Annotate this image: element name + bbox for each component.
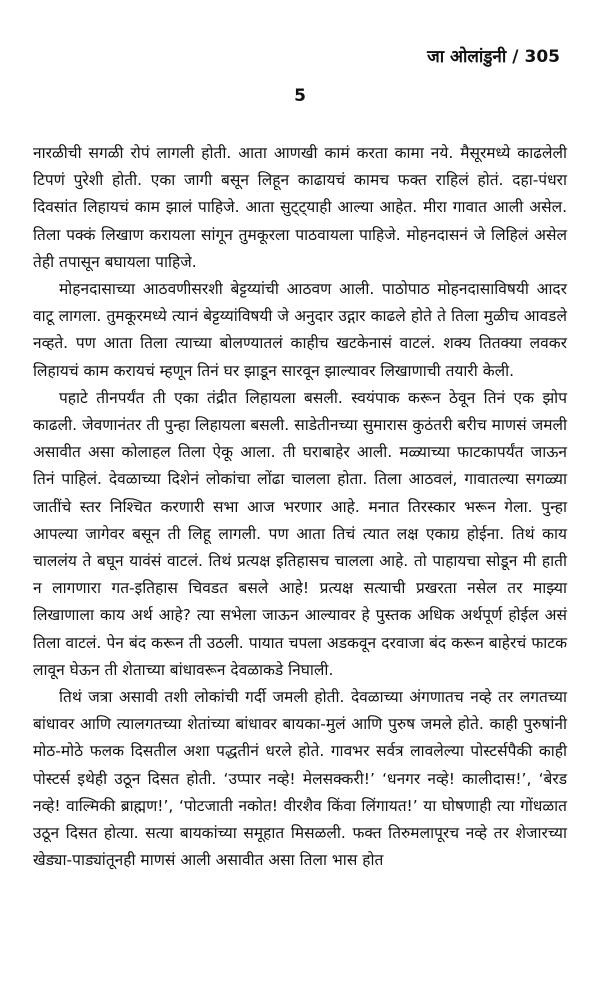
book-title: जा ओलांडुनी <box>427 47 507 67</box>
header-separator: / <box>512 47 519 67</box>
paragraph: पहाटे तीनपर्यंत ती एका तंद्रीत लिहायला बसली. स्वयंपाक करून ठेवून तिनं एक झोप काढली. जेवणानंतर ती पुन्हा लिहायला बसली. साडेतीनच्या सुमारास कुठंतरी बरीच माणसं जमली असावीत असा कोलाहल तिला ऐकू आला. ती घराबाहेर आली. मळ्याच्या फाटकापर्यंत जाऊन तिनं पाहिलं. देवळाच्या दिशेनं लोकांचा लोंढा चालला होता. तिला आठवलं, गावातल्या सगळ्या जातींचे स्तर निश्चित करणारी सभा आज भरणार आहे. मनात तिरस्कार भरून गेला. पुन्हा आपल्या जागेवर बसून ती लिहू लागली. पण आता तिचं त्यात लक्ष एकाग्र होईना. तिथं काय चाललंय ते बघून यावंसं वाटलं. तिथं प्रत्यक्ष इतिहासच चालला आहे. तो पाहायचा सोडून मी हाती न लागणारा गत-इतिहास चिवडत बसले आहे! प्रत्यक्ष सत्याची प्रखरता नसेल तर माझ्या लिखाणाला काय अर्थ आहे? त्या सभेला जाऊन आल्यावर हे पुस्तक अधिक अर्थपूर्ण होईल असं तिला वाटलं. पेन बंद करून ती उठली. पायात चपला अडकवून दरवाजा बंद करून बाहेरचं फाटक लावून घेऊन ती शेताच्या बांधावरून देवळाकडे निघाली. <box>33 388 567 679</box>
paragraph: तिथं जत्रा असावी तशी लोकांची गर्दी जमली होती. देवळाच्या अंगणातच नव्हे तर लगतच्या बांधावर आणि त्यालगतच्या शेतांच्या बांधावर बायका-मुलं आणि पुरुष जमले होते. काही पुरुषांनी मोठ-मोठे फलक दिसतील अशा पद्धतीनं धरले होते. गावभर सर्वत्र लावलेल्या पोस्टर्सपैकी काही पोस्टर्स इथेही उठून दिसत होती. ‘उप्पार नव्हे! मेलसक्करी!’ ‘धनगर नव्हे! कालीदास!’, ‘बेरड नव्हे! वाल्मिकी ब्राह्मण!’, ‘पोटजाती नकोत! वीरशैव किंवा लिंगायत!’ या घोषणाही त्या गोंधळात उठून दिसत होत्या. सत्या बायकांच्या समूहात मिसळली. फक्त तिरुमलापूरच नव्हे तर शेजारच्या खेड्या-पाड्यांतूनही माणसं आली असावीत असा तिला भास होत <box>33 688 567 870</box>
page-number: 305 <box>524 47 560 67</box>
paragraph: नारळीची सगळी रोपं लागली होती. आता आणखी कामं करता कामा नये. मैसूरमध्ये काढलेली टिपणं पुरेशी होती. एका जागी बसून लिहून काढायचं कामच फक्त राहिलं होतं. दहा-पंधरा दिवसांत लिहायचं काम झालं पाहिजे. आता सुट्ट्याही आल्या आहेत. मीरा गावात आली असेल. तिला पक्कं लिखाण करायला सांगून तुमकूरला पाठवायला पाहिजे. मोहनदासनं जे लिहिलं असेल तेही तपासून बघायला पाहिजे. <box>33 144 567 271</box>
running-header <box>427 44 560 67</box>
body-text <box>33 140 567 874</box>
paragraph: मोहनदासाच्या आठवणीसरशी बेट्टय्यांची आठवण आली. पाठोपाठ मोहनदासाविषयी आदर वाटू लागला. तुमकूरमध्ये त्यानं बेट्टय्यांविषयी जे अनुदार उद्गार काढले होते ते तिला मुळीच आवडले नव्हते. पण आता तिला त्याच्या बोलण्यातलं काहीच खटकेनासं वाटलं. शक्य तितक्या लवकर लिहायचं काम करायचं म्हणून तिनं घर झाडून सारवून झाल्यावर लिखाणाची तयारी केली. <box>33 280 567 380</box>
chapter-number: 5 <box>294 86 306 106</box>
